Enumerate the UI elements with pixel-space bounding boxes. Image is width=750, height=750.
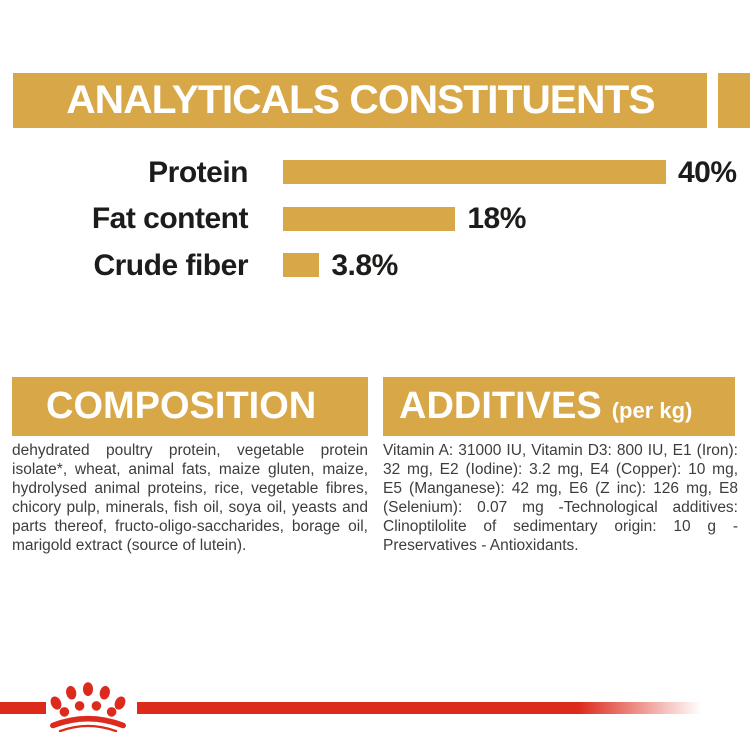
additives-header — [383, 377, 735, 436]
analytical-constituents-banner — [13, 73, 707, 128]
chart-bar — [283, 253, 319, 277]
additives-body: Vitamin A: 31000 IU, Vitamin D3: 800 IU, E1 (Iron): 32 mg, E2 (Iodine): 3.2 mg, E4 (Copper): 10 mg, E5 (Manganese): 42 mg, E6 (Z inc): 126 mg, E8 (Selenium): 0.07 mg -Technological additives: Clinoptilolite of sedimentary origin: 10 g - Preservatives - Antioxidants. — [383, 442, 738, 554]
chart-category-label: Protein — [148, 155, 248, 189]
additives-unit-label: (per kg) — [611, 397, 693, 423]
chart-value-label: 3.8% — [331, 248, 398, 282]
chart-row — [0, 242, 750, 289]
chart-row — [0, 149, 750, 196]
banner-edge-strip — [718, 73, 750, 128]
chart-row — [0, 196, 750, 243]
chart-category-label: Crude fiber — [93, 248, 248, 282]
chart-value-label: 18% — [467, 202, 526, 235]
chart-category-label: Fat content — [91, 202, 248, 235]
additives-title: ADDITIVES — [399, 385, 602, 427]
page-title: ANALYTICALS CONSTITUENTS — [65, 78, 655, 122]
nutrient-bar-chart — [0, 149, 750, 289]
chart-bar — [283, 207, 455, 231]
footer-rule-left — [0, 702, 46, 714]
composition-header — [12, 377, 368, 436]
royal-canin-crown-icon — [48, 679, 128, 732]
composition-body: dehydrated poultry protein, vegetable protein isolate*, wheat, animal fats, maize gluten, maize, hydrolysed animal proteins, rice, vegetable fibres, chicory pulp, minerals, fish oil, soya oil, yeasts and parts thereof, fructo-oligo-saccharides, borage oil, marigold extract (source of lutein). — [12, 442, 368, 554]
composition-title: COMPOSITION — [46, 385, 317, 427]
chart-bar — [283, 160, 666, 184]
footer-rule-right — [137, 702, 750, 714]
chart-value-label: 40% — [678, 155, 737, 189]
